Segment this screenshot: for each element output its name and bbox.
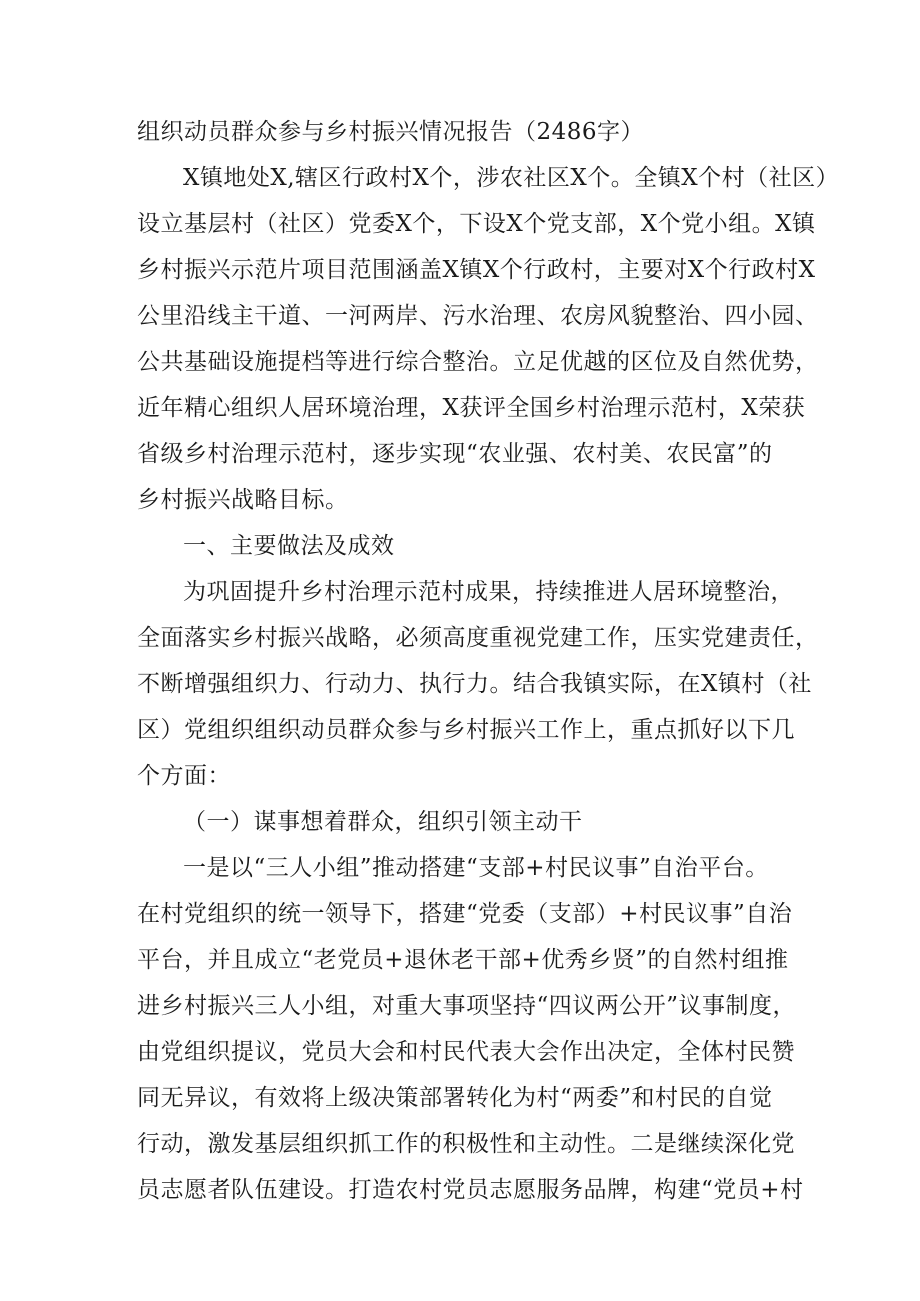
- paragraph-line: 员志愿者队伍建设。打造农村党员志愿服务品牌，构建“党员+村: [137, 1177, 804, 1203]
- paragraph-line: 区）党组织组织动员群众参与乡村振兴工作上，重点抓好以下几: [137, 717, 795, 743]
- paragraph-line: 为巩固提升乡村治理示范村成果，持续推进人居环境整治，: [183, 579, 794, 605]
- paragraph-line: 省级乡村治理示范村，逐步实现“农业强、农村美、农民富”的: [137, 441, 773, 467]
- paragraph-line: 乡村振兴战略目标。: [137, 487, 349, 513]
- paragraph-line: 乡村振兴示范片项目范围涵盖X镇X个行政村，主要对X个行政村X: [137, 257, 816, 283]
- paragraph-line: 不断增强组织力、行动力、执行力。结合我镇实际，在X镇村（社: [137, 671, 812, 697]
- paragraph-line: 设立基层村（社区）党委X个，下设X个党支部，X个党小组。X镇: [137, 211, 816, 237]
- paragraph-line: 行动，激发基层组织抓工作的积极性和主动性。二是继续深化党: [137, 1131, 795, 1157]
- paragraph-line: 个方面：: [137, 763, 231, 789]
- paragraph-line: 近年精心组织人居环境治理，X获评全国乡村治理示范村，X荣获: [137, 395, 806, 421]
- document-title: 组织动员群众参与乡村振兴情况报告（2486字）: [137, 119, 645, 145]
- paragraph-line: 同无异议，有效将上级决策部署转化为村“两委”和村民的自觉: [137, 1085, 773, 1111]
- paragraph-line: 公共基础设施提档等进行综合整治。立足优越的区位及自然优势，: [137, 349, 819, 375]
- paragraph-line: 一是以“三人小组”推动搭建“支部+村民议事”自治平台。: [183, 855, 769, 881]
- paragraph-line: 公里沿线主干道、一河两岸、污水治理、农房风貌整治、四小园、: [137, 303, 819, 329]
- paragraph-line: X镇地处X,辖区行政村X个，涉农社区X个。全镇X个村（社区）: [183, 165, 840, 191]
- subsection-heading: （一）谋事想着群众，组织引领主动干: [183, 809, 583, 835]
- paragraph-line: 进乡村振兴三人小组，对重大事项坚持“四议两公开”议事制度，: [137, 993, 797, 1019]
- paragraph-line: 由党组织提议，党员大会和村民代表大会作出决定，全体村民赞: [137, 1039, 795, 1065]
- section-heading: 一、主要做法及成效: [183, 533, 395, 559]
- paragraph-line: 全面落实乡村振兴战略，必须高度重视党建工作，压实党建责任，: [137, 625, 819, 651]
- paragraph-line: 在村党组织的统一领导下，搭建“党委（支部）+村民议事”自治: [137, 901, 793, 927]
- paragraph-line: 平台，并且成立“老党员+退休老干部+优秀乡贤”的自然村组推: [137, 947, 789, 973]
